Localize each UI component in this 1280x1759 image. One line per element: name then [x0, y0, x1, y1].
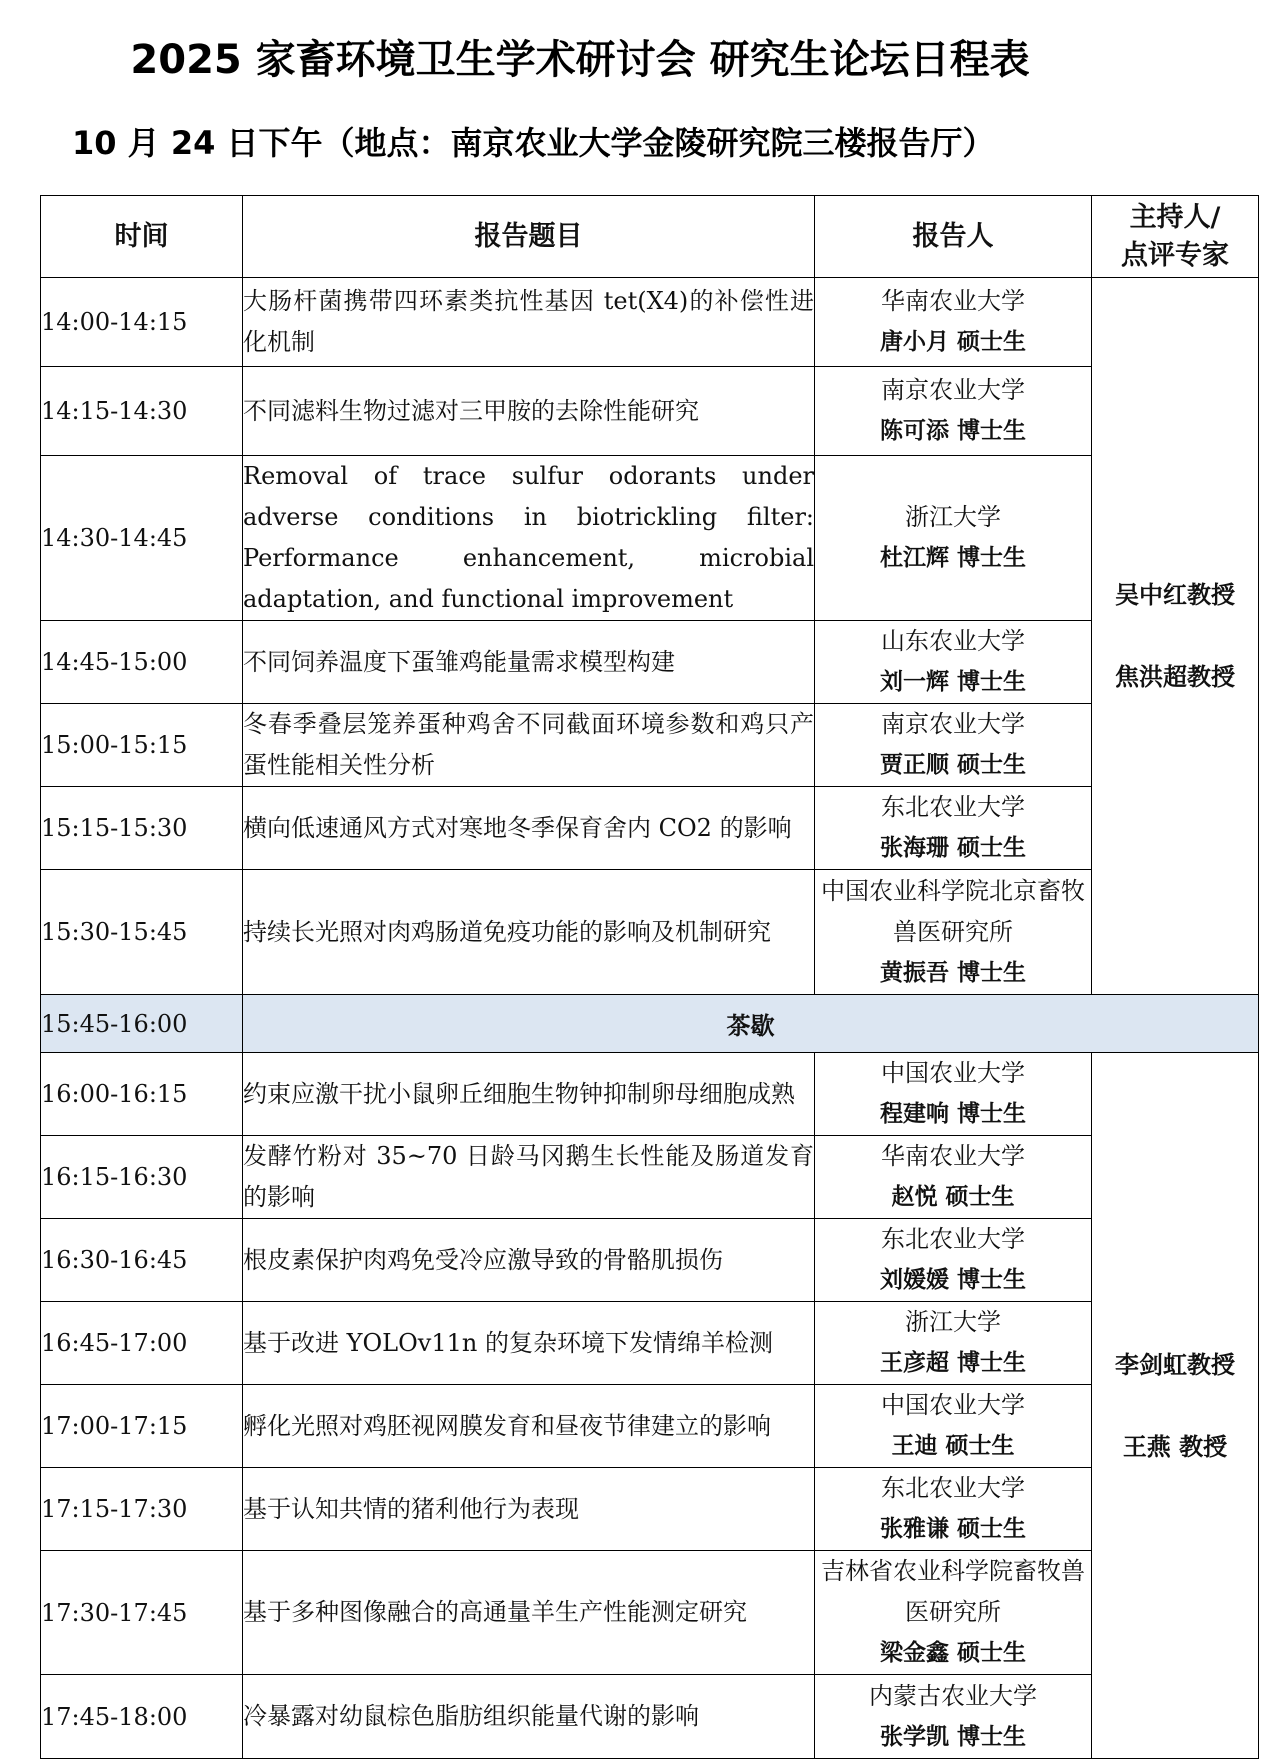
table-row [41, 1551, 1259, 1675]
talk-topic: 横向低速通风方式对寒地冬季保育舍内 CO2 的影响 [243, 787, 815, 870]
speaker-name: 赵悦 硕士生 [891, 1184, 1015, 1210]
speaker-institution: 华南农业大学 [881, 1142, 1025, 1170]
talk-topic: 不同滤料生物过滤对三甲胺的去除性能研究 [243, 367, 815, 456]
speaker-institution: 华南农业大学 [881, 287, 1025, 315]
header-host-line1: 主持人/ [1129, 201, 1221, 233]
talk-speaker-cell [815, 1551, 1092, 1675]
speaker-name: 陈可添 博士生 [879, 418, 1026, 444]
talk-time: 17:30-17:45 [41, 1551, 243, 1675]
speaker-name: 梁金鑫 硕士生 [879, 1640, 1026, 1666]
speaker-name: 刘媛媛 博士生 [879, 1267, 1026, 1293]
break-row [41, 995, 1259, 1053]
table-row [41, 870, 1259, 995]
schedule-table [40, 195, 1259, 1759]
table-row [41, 1675, 1259, 1759]
talk-topic: Removal of trace sulfur odorants under adverse conditions in biotrickling filter: Performance enhancement, microbial adaptation, and functional improvement [243, 456, 815, 621]
table-row [41, 1136, 1259, 1219]
talk-topic: 基于认知共情的猪利他行为表现 [243, 1468, 815, 1551]
speaker-name: 贾正顺 硕士生 [879, 752, 1026, 778]
page-title: 2025 家畜环境卫生学术研讨会 研究生论坛日程表 [130, 37, 1030, 83]
talk-time: 17:45-18:00 [41, 1675, 243, 1759]
speaker-name: 张海珊 硕士生 [879, 835, 1026, 861]
header-host [1092, 196, 1259, 278]
talk-speaker-cell [815, 1385, 1092, 1468]
speaker-institution: 东北农业大学 [881, 1225, 1025, 1253]
speaker-institution: 中国农业科学院北京畜牧兽医研究所 [821, 876, 1085, 946]
speaker-institution: 南京农业大学 [881, 710, 1025, 738]
talk-topic: 冷暴露对幼鼠棕色脂肪组织能量代谢的影响 [243, 1675, 815, 1759]
speaker-institution: 中国农业大学 [881, 1391, 1025, 1419]
break-label: 茶歇 [243, 995, 1259, 1053]
talk-time: 15:15-15:30 [41, 787, 243, 870]
talk-time: 14:30-14:45 [41, 456, 243, 621]
speaker-name: 王彦超 博士生 [879, 1350, 1026, 1376]
talk-speaker-cell [815, 278, 1092, 367]
header-topic: 报告题目 [243, 196, 815, 278]
talk-topic: 发酵竹粉对 35~70 日龄马冈鹅生长性能及肠道发育的影响 [243, 1136, 815, 1219]
table-row [41, 787, 1259, 870]
page-subtitle: 10 月 24 日下午（地点：南京农业大学金陵研究院三楼报告厅） [72, 124, 995, 162]
talk-topic: 基于多种图像融合的高通量羊生产性能测定研究 [243, 1551, 815, 1675]
speaker-name: 杜江辉 博士生 [879, 545, 1026, 571]
talk-speaker-cell [815, 621, 1092, 704]
speaker-institution: 南京农业大学 [881, 376, 1025, 404]
talk-time: 14:00-14:15 [41, 278, 243, 367]
speaker-name: 黄振吾 博士生 [879, 959, 1026, 986]
speaker-institution: 山东农业大学 [881, 627, 1025, 655]
header-time: 时间 [41, 196, 243, 278]
host-name: 李剑虹教授 [1115, 1350, 1235, 1379]
speaker-institution: 东北农业大学 [881, 793, 1025, 821]
talk-time: 14:45-15:00 [41, 621, 243, 704]
table-row [41, 621, 1259, 704]
speaker-name: 程建响 博士生 [879, 1101, 1026, 1127]
talk-speaker-cell [815, 704, 1092, 787]
speaker-institution: 浙江大学 [905, 503, 1001, 531]
table-header-row [41, 196, 1259, 278]
talk-speaker-cell [815, 787, 1092, 870]
speaker-institution: 内蒙古农业大学 [869, 1681, 1037, 1710]
host-name: 吴中红教授 [1115, 581, 1235, 609]
table-row [41, 278, 1259, 367]
speaker-institution: 吉林省农业科学院畜牧兽医研究所 [821, 1557, 1085, 1626]
session-hosts [1092, 278, 1259, 995]
talk-speaker-cell [815, 870, 1092, 995]
talk-time: 15:30-15:45 [41, 870, 243, 995]
talk-time: 14:15-14:30 [41, 367, 243, 456]
talk-time: 15:00-15:15 [41, 704, 243, 787]
talk-speaker-cell [815, 456, 1092, 621]
session-hosts [1092, 1053, 1259, 1759]
talk-topic: 不同饲养温度下蛋雏鸡能量需求模型构建 [243, 621, 815, 704]
talk-topic: 孵化光照对鸡胚视网膜发育和昼夜节律建立的影响 [243, 1385, 815, 1468]
speaker-institution: 中国农业大学 [881, 1059, 1025, 1087]
header-host-line2: 点评专家 [1121, 239, 1229, 271]
speaker-institution: 浙江大学 [905, 1308, 1001, 1336]
table-row [41, 1302, 1259, 1385]
talk-time: 16:30-16:45 [41, 1219, 243, 1302]
talk-speaker-cell [815, 1136, 1092, 1219]
talk-topic: 冬春季叠层笼养蛋种鸡舍不同截面环境参数和鸡只产蛋性能相关性分析 [243, 704, 815, 787]
table-row [41, 1468, 1259, 1551]
talk-topic: 基于改进 YOLOv11n 的复杂环境下发情绵羊检测 [243, 1302, 815, 1385]
talk-speaker-cell [815, 367, 1092, 456]
talk-speaker-cell [815, 1675, 1092, 1759]
table-row [41, 367, 1259, 456]
talk-time: 16:00-16:15 [41, 1053, 243, 1136]
break-time: 15:45-16:00 [41, 995, 243, 1053]
table-row [41, 1053, 1259, 1136]
speaker-name: 唐小月 硕士生 [879, 329, 1026, 355]
talk-topic: 根皮素保护肉鸡免受冷应激导致的骨骼肌损伤 [243, 1219, 815, 1302]
table-row [41, 456, 1259, 621]
speaker-name: 王迪 硕士生 [891, 1433, 1015, 1459]
talk-topic: 大肠杆菌携带四环素类抗性基因 tet(X4)的补偿性进化机制 [243, 278, 815, 367]
speaker-institution: 东北农业大学 [881, 1474, 1025, 1502]
talk-time: 16:15-16:30 [41, 1136, 243, 1219]
talk-speaker-cell [815, 1468, 1092, 1551]
table-row [41, 1385, 1259, 1468]
schedule-body [41, 278, 1259, 1759]
speaker-name: 张雅谦 硕士生 [879, 1516, 1026, 1542]
talk-topic: 约束应激干扰小鼠卵丘细胞生物钟抑制卵母细胞成熟 [243, 1053, 815, 1136]
host-name: 王燕 教授 [1122, 1432, 1228, 1461]
table-row [41, 704, 1259, 787]
header-speaker: 报告人 [815, 196, 1092, 278]
talk-topic: 持续长光照对肉鸡肠道免疫功能的影响及机制研究 [243, 870, 815, 995]
table-row [41, 1219, 1259, 1302]
talk-speaker-cell [815, 1053, 1092, 1136]
talk-time: 17:00-17:15 [41, 1385, 243, 1468]
speaker-name: 刘一辉 博士生 [879, 669, 1026, 695]
host-name: 焦洪超教授 [1115, 663, 1235, 691]
talk-time: 17:15-17:30 [41, 1468, 243, 1551]
talk-speaker-cell [815, 1219, 1092, 1302]
talk-time: 16:45-17:00 [41, 1302, 243, 1385]
talk-speaker-cell [815, 1302, 1092, 1385]
speaker-name: 张学凯 博士生 [879, 1723, 1026, 1750]
